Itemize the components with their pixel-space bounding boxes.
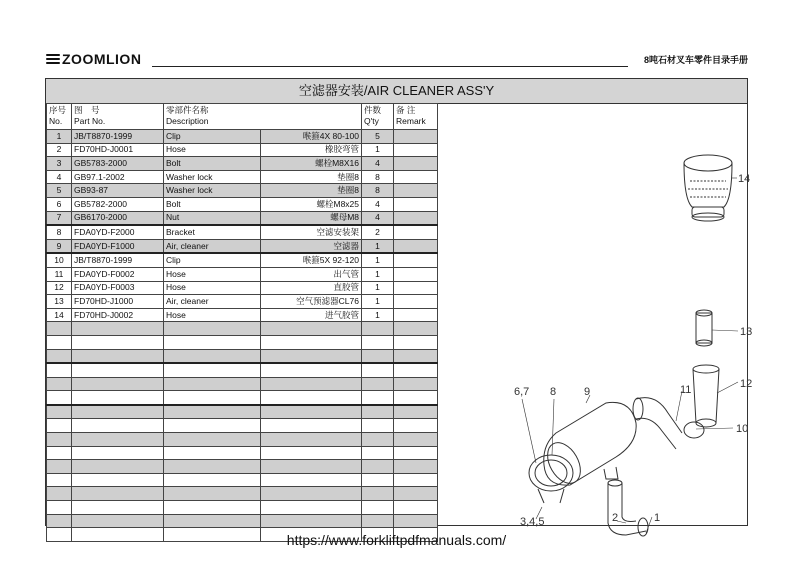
air-cleaner-exploded-drawing (486, 103, 753, 528)
cell-desc: Bolt (164, 157, 261, 171)
cell-part (72, 363, 164, 377)
cell-qty (362, 322, 394, 336)
cell-rem (394, 349, 438, 363)
brand-name: ZOOMLION (62, 51, 142, 67)
cell-rem (394, 267, 438, 281)
parts-table (46, 103, 438, 542)
cell-desc: Hose (164, 281, 261, 295)
cell-rem (394, 391, 438, 405)
cell-part: FDA0YD-F0003 (72, 281, 164, 295)
cell-part: JB/T8870-1999 (72, 253, 164, 267)
cell-cn (261, 446, 362, 460)
cell-qty (362, 487, 394, 501)
cell-qty: 1 (362, 281, 394, 295)
cell-desc (164, 349, 261, 363)
cell-part: GB97.1-2002 (72, 170, 164, 184)
cell-cn (261, 433, 362, 447)
cell-part (72, 322, 164, 336)
cell-rem (394, 433, 438, 447)
cell-rem (394, 363, 438, 377)
cell-no: 8 (47, 225, 72, 239)
cell-cn: 进气胶管 (261, 308, 362, 322)
table-row (47, 433, 438, 447)
cell-desc (164, 487, 261, 501)
table-row (47, 281, 438, 295)
section-title: 空滤器安装/AIR CLEANER ASS'Y (46, 79, 747, 104)
cell-no (47, 460, 72, 474)
cell-cn: 垫圈8 (261, 170, 362, 184)
cell-cn (261, 335, 362, 349)
cell-part: FD70HD-J1000 (72, 295, 164, 309)
cell-part: FDA0YD-F2000 (72, 225, 164, 239)
cell-no: 6 (47, 197, 72, 211)
cell-qty: 1 (362, 267, 394, 281)
cell-desc: Bracket (164, 225, 261, 239)
callout-10: 10 (736, 423, 749, 435)
cell-part (72, 487, 164, 501)
cell-cn: 喉箍4X 80-100 (261, 130, 362, 144)
cell-cn: 出气管 (261, 267, 362, 281)
cell-no: 13 (47, 295, 72, 309)
rubber-elbow-drawing (608, 480, 648, 536)
table-row (47, 143, 438, 157)
table-row (47, 473, 438, 487)
cell-no (47, 501, 72, 515)
cell-cn (261, 514, 362, 528)
cell-rem (394, 225, 438, 239)
table-row (47, 514, 438, 528)
col-no: 序号 No. (47, 104, 72, 130)
cell-desc: Air, cleaner (164, 295, 261, 309)
cell-desc (164, 501, 261, 515)
cell-cn (261, 501, 362, 515)
cell-desc (164, 433, 261, 447)
cell-desc (164, 460, 261, 474)
col-part-no: 图 号 Part No. (72, 104, 164, 130)
cell-part (72, 514, 164, 528)
cell-no: 14 (47, 308, 72, 322)
cell-no (47, 349, 72, 363)
cell-qty (362, 391, 394, 405)
cell-no (47, 322, 72, 336)
cell-qty (362, 473, 394, 487)
table-row (47, 267, 438, 281)
cell-qty: 1 (362, 239, 394, 253)
cell-cn: 空滤器 (261, 239, 362, 253)
cell-no: 9 (47, 239, 72, 253)
callout-12: 12 (740, 378, 753, 390)
table-row (47, 211, 438, 225)
cell-rem (394, 405, 438, 419)
cell-cn (261, 460, 362, 474)
cell-qty (362, 419, 394, 433)
cell-desc (164, 322, 261, 336)
cell-part: FD70HD-J0001 (72, 143, 164, 157)
cell-no (47, 377, 72, 391)
cell-rem (394, 419, 438, 433)
cell-desc: Air, cleaner (164, 239, 261, 253)
cell-qty (362, 363, 394, 377)
cell-part: JB/T8870-1999 (72, 130, 164, 144)
cell-rem (394, 501, 438, 515)
cell-rem (394, 460, 438, 474)
cell-desc: Clip (164, 130, 261, 144)
cell-no (47, 335, 72, 349)
cell-cn: 喉箍5X 92-120 (261, 253, 362, 267)
table-row (47, 157, 438, 171)
cell-part (72, 501, 164, 515)
outlet-hose-drawing (633, 398, 682, 449)
cell-qty: 4 (362, 157, 394, 171)
cell-no (47, 487, 72, 501)
cell-no: 4 (47, 170, 72, 184)
callout-3-4-5: 3,4,5 (520, 516, 545, 528)
cell-desc (164, 419, 261, 433)
cell-no: 10 (47, 253, 72, 267)
header-rule (152, 66, 628, 67)
cell-desc (164, 391, 261, 405)
table-header (47, 104, 438, 130)
cell-no (47, 514, 72, 528)
cell-qty: 1 (362, 253, 394, 267)
cell-cn (261, 363, 362, 377)
cell-qty (362, 405, 394, 419)
callout-13: 13 (740, 326, 753, 338)
cell-rem (394, 308, 438, 322)
table-row (47, 419, 438, 433)
cell-part (72, 335, 164, 349)
cell-qty (362, 377, 394, 391)
cell-part: GB5782-2000 (72, 197, 164, 211)
table-row (47, 405, 438, 419)
callout-11: 11 (680, 384, 692, 396)
cell-desc (164, 335, 261, 349)
cell-part (72, 446, 164, 460)
cell-desc: Nut (164, 211, 261, 225)
table-row (47, 446, 438, 460)
cell-rem (394, 322, 438, 336)
table-row (47, 377, 438, 391)
callout-2: 2 (612, 512, 619, 524)
cell-part (72, 391, 164, 405)
cell-qty (362, 514, 394, 528)
cell-desc (164, 446, 261, 460)
cell-qty: 1 (362, 308, 394, 322)
cell-cn (261, 405, 362, 419)
cell-qty: 2 (362, 225, 394, 239)
cell-qty: 1 (362, 295, 394, 309)
cell-qty (362, 446, 394, 460)
table-row (47, 225, 438, 239)
cell-part (72, 349, 164, 363)
cell-cn (261, 349, 362, 363)
cell-desc (164, 363, 261, 377)
col-description: 零部件名称 Description (164, 104, 362, 130)
cell-desc: Hose (164, 308, 261, 322)
cell-part: FDA0YD-F0002 (72, 267, 164, 281)
table-row (47, 335, 438, 349)
callout-14: 14 (738, 173, 751, 185)
cell-qty: 4 (362, 197, 394, 211)
table-row (47, 349, 438, 363)
cell-qty: 5 (362, 130, 394, 144)
callout-9: 9 (584, 386, 591, 398)
cell-part (72, 377, 164, 391)
cell-no: 1 (47, 130, 72, 144)
cell-rem (394, 197, 438, 211)
callout-8: 8 (550, 386, 557, 398)
col-remark: 备 注 Remark (394, 104, 438, 130)
cell-desc: Washer lock (164, 184, 261, 198)
cell-cn (261, 487, 362, 501)
table-row (47, 170, 438, 184)
table-row (47, 501, 438, 515)
cell-part (72, 405, 164, 419)
cell-cn: 直胶管 (261, 281, 362, 295)
cell-part: GB5783-2000 (72, 157, 164, 171)
cell-desc: Bolt (164, 197, 261, 211)
col-qty: 件数 Q'ty (362, 104, 394, 130)
cell-no (47, 419, 72, 433)
table-row (47, 184, 438, 198)
cell-rem (394, 473, 438, 487)
cell-qty: 1 (362, 143, 394, 157)
cell-cn (261, 419, 362, 433)
cell-desc: Clip (164, 253, 261, 267)
cell-qty (362, 349, 394, 363)
cell-rem (394, 446, 438, 460)
callout-labels (514, 173, 752, 528)
zoomlion-logo-icon (46, 54, 60, 64)
cell-rem (394, 130, 438, 144)
table-row (47, 253, 438, 267)
cell-rem (394, 211, 438, 225)
cell-qty: 8 (362, 184, 394, 198)
callout-6-7: 6,7 (514, 386, 530, 398)
cell-qty (362, 335, 394, 349)
cell-desc: Hose (164, 143, 261, 157)
cell-part: FD70HD-J0002 (72, 308, 164, 322)
table-row (47, 487, 438, 501)
cell-cn: 橡胶弯管 (261, 143, 362, 157)
cell-rem (394, 487, 438, 501)
cell-desc: Hose (164, 267, 261, 281)
cell-part: GB93-87 (72, 184, 164, 198)
cell-part (72, 460, 164, 474)
cell-qty: 8 (362, 170, 394, 184)
cell-rem (394, 295, 438, 309)
cell-no: 2 (47, 143, 72, 157)
cell-no (47, 391, 72, 405)
cell-no (47, 405, 72, 419)
cell-part (72, 433, 164, 447)
cell-cn: 螺栓M8X16 (261, 157, 362, 171)
cell-rem (394, 157, 438, 171)
cell-qty: 4 (362, 211, 394, 225)
cell-part (72, 473, 164, 487)
manual-title: 8吨石材叉车零件目录手册 (643, 55, 748, 65)
cell-cn (261, 377, 362, 391)
table-row (47, 322, 438, 336)
table-row (47, 460, 438, 474)
cell-desc (164, 377, 261, 391)
cell-rem (394, 184, 438, 198)
table-row (47, 239, 438, 253)
footer-url[interactable]: https://www.forkliftpdfmanuals.com/ (286, 532, 507, 548)
cell-cn: 空气预滤器CL76 (261, 295, 362, 309)
cell-rem (394, 514, 438, 528)
cell-cn (261, 391, 362, 405)
cell-rem (394, 170, 438, 184)
cell-desc (164, 514, 261, 528)
table-row (47, 295, 438, 309)
table-row (47, 308, 438, 322)
parts-sheet (45, 78, 753, 528)
cell-rem (394, 335, 438, 349)
cell-desc (164, 405, 261, 419)
cell-rem (394, 281, 438, 295)
cell-qty (362, 433, 394, 447)
cell-no (47, 446, 72, 460)
cell-part: FDA0YD-F1000 (72, 239, 164, 253)
cell-no: 11 (47, 267, 72, 281)
cell-rem (394, 239, 438, 253)
cell-qty (362, 501, 394, 515)
cell-desc (164, 473, 261, 487)
cell-rem (394, 377, 438, 391)
intake-hose-drawing (696, 310, 712, 346)
straight-hose-drawing (684, 365, 719, 438)
cell-desc: Washer lock (164, 170, 261, 184)
cell-cn (261, 322, 362, 336)
callout-1: 1 (654, 512, 661, 524)
table-row (47, 130, 438, 144)
cell-no: 12 (47, 281, 72, 295)
cell-no (47, 473, 72, 487)
cell-no (47, 433, 72, 447)
cell-no: 3 (47, 157, 72, 171)
cell-part: GB6170-2000 (72, 211, 164, 225)
table-row (47, 363, 438, 377)
cell-no: 7 (47, 211, 72, 225)
air-cleaner-body-drawing (541, 402, 636, 489)
table-row (47, 391, 438, 405)
cell-no: 5 (47, 184, 72, 198)
cell-cn: 螺母M8 (261, 211, 362, 225)
cell-no (47, 363, 72, 377)
cell-part (72, 419, 164, 433)
cell-rem (394, 143, 438, 157)
pre-cleaner-cap-drawing (684, 155, 732, 221)
cell-cn: 螺栓M8x25 (261, 197, 362, 211)
table-row (47, 197, 438, 211)
cell-rem (394, 253, 438, 267)
cell-cn: 空滤安装架 (261, 225, 362, 239)
cell-cn (261, 473, 362, 487)
cell-qty (362, 460, 394, 474)
cell-cn: 垫圈8 (261, 184, 362, 198)
